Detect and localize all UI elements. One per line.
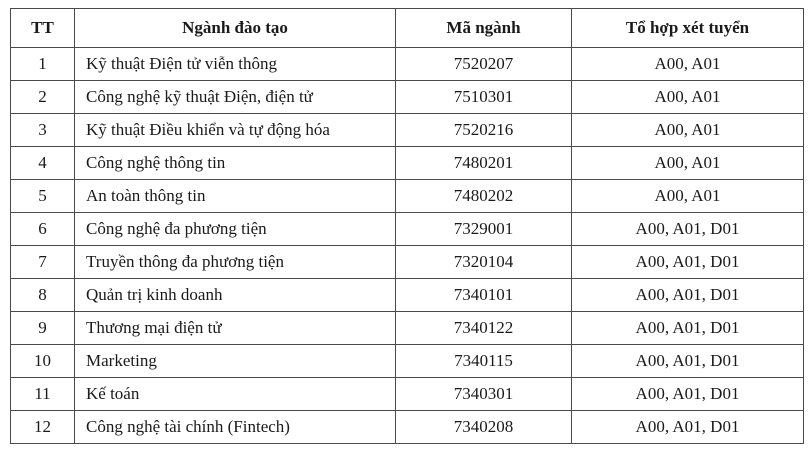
cell-tt: 6 <box>11 213 75 246</box>
cell-major-name: Kế toán <box>75 378 396 411</box>
table-row <box>11 279 804 312</box>
table-row <box>11 180 804 213</box>
cell-tt: 7 <box>11 246 75 279</box>
cell-major-code: 7520207 <box>396 48 572 81</box>
cell-major-code: 7340122 <box>396 312 572 345</box>
cell-subject-combination: A00, A01 <box>572 114 804 147</box>
cell-major-code: 7480201 <box>396 147 572 180</box>
cell-major-name: Truyền thông đa phương tiện <box>75 246 396 279</box>
cell-major-name: Thương mại điện tử <box>75 312 396 345</box>
cell-subject-combination: A00, A01, D01 <box>572 378 804 411</box>
cell-major-code: 7329001 <box>396 213 572 246</box>
cell-tt: 2 <box>11 81 75 114</box>
cell-subject-combination: A00, A01, D01 <box>572 279 804 312</box>
cell-major-name: Công nghệ tài chính (Fintech) <box>75 411 396 444</box>
cell-major-name: Kỹ thuật Điều khiển và tự động hóa <box>75 114 396 147</box>
table-header-row <box>11 9 804 48</box>
cell-subject-combination: A00, A01, D01 <box>572 411 804 444</box>
cell-subject-combination: A00, A01 <box>572 81 804 114</box>
cell-major-code: 7480202 <box>396 180 572 213</box>
cell-subject-combination: A00, A01, D01 <box>572 312 804 345</box>
cell-tt: 12 <box>11 411 75 444</box>
cell-subject-combination: A00, A01, D01 <box>572 213 804 246</box>
table-row <box>11 213 804 246</box>
header-tt: TT <box>11 9 75 48</box>
admissions-table-container <box>10 8 803 444</box>
table-row <box>11 114 804 147</box>
cell-major-name: Kỹ thuật Điện tử viễn thông <box>75 48 396 81</box>
table-row <box>11 246 804 279</box>
cell-major-name: Công nghệ đa phương tiện <box>75 213 396 246</box>
header-major-code: Mã ngành <box>396 9 572 48</box>
table-row <box>11 378 804 411</box>
header-major-name: Ngành đào tạo <box>75 9 396 48</box>
cell-major-code: 7520216 <box>396 114 572 147</box>
cell-tt: 4 <box>11 147 75 180</box>
cell-major-code: 7340301 <box>396 378 572 411</box>
cell-tt: 3 <box>11 114 75 147</box>
cell-major-name: Quản trị kinh doanh <box>75 279 396 312</box>
table-row <box>11 312 804 345</box>
table-row <box>11 48 804 81</box>
table-row <box>11 147 804 180</box>
table-row <box>11 411 804 444</box>
cell-major-code: 7340208 <box>396 411 572 444</box>
cell-major-name: Marketing <box>75 345 396 378</box>
cell-major-code: 7320104 <box>396 246 572 279</box>
cell-tt: 8 <box>11 279 75 312</box>
cell-tt: 5 <box>11 180 75 213</box>
cell-subject-combination: A00, A01 <box>572 48 804 81</box>
cell-major-code: 7340101 <box>396 279 572 312</box>
table-row <box>11 345 804 378</box>
header-subject-combination: Tổ hợp xét tuyển <box>572 9 804 48</box>
cell-tt: 1 <box>11 48 75 81</box>
cell-major-code: 7510301 <box>396 81 572 114</box>
cell-subject-combination: A00, A01, D01 <box>572 345 804 378</box>
cell-major-name: An toàn thông tin <box>75 180 396 213</box>
cell-major-name: Công nghệ thông tin <box>75 147 396 180</box>
cell-subject-combination: A00, A01 <box>572 147 804 180</box>
cell-tt: 11 <box>11 378 75 411</box>
admissions-table <box>10 8 804 444</box>
cell-subject-combination: A00, A01 <box>572 180 804 213</box>
table-body <box>11 48 804 444</box>
cell-tt: 9 <box>11 312 75 345</box>
cell-tt: 10 <box>11 345 75 378</box>
table-row <box>11 81 804 114</box>
cell-subject-combination: A00, A01, D01 <box>572 246 804 279</box>
cell-major-name: Công nghệ kỹ thuật Điện, điện tử <box>75 81 396 114</box>
cell-major-code: 7340115 <box>396 345 572 378</box>
